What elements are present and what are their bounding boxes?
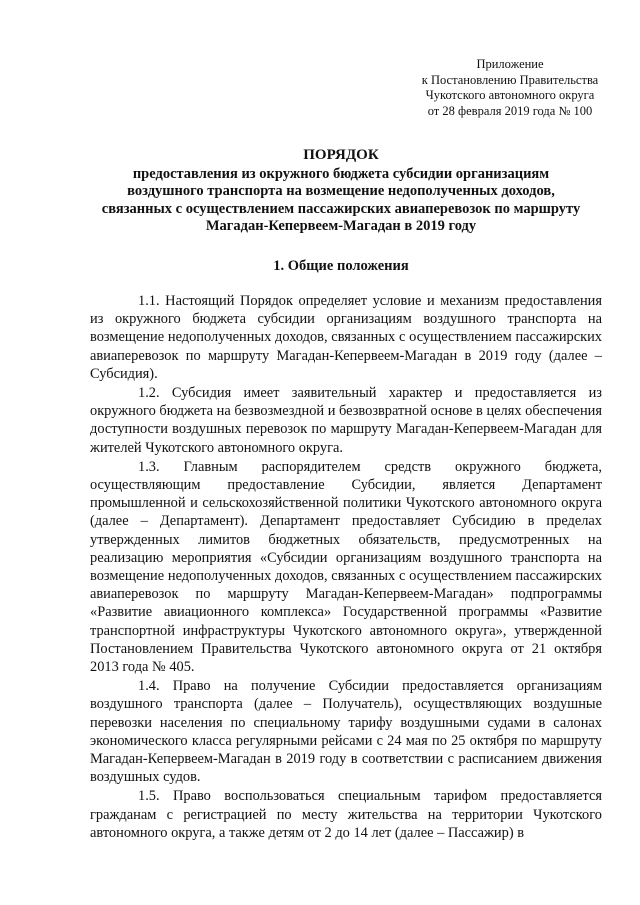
appendix-header: [410, 57, 610, 119]
appendix-line-2: к Постановлению Правительства: [421, 72, 599, 87]
title-line-2: воздушного транспорта на возмещение недополученных доходов,: [127, 183, 555, 199]
paragraph-1-4: 1.4. Право на получение Субсидии предоставляется организациям воздушного транспорта (далее – Получатель), осуществляющих воздушные перевозки населения по специальному тарифу воздушными судами в салонах экономического класса регулярными рейсами с 24 мая по 25 октября по маршруту Магадан-Кепервеем-Магадан в 2019 году в соответствии с расписанием движения воздушных судов.: [90, 678, 602, 786]
appendix-line-4: от 28 февраля 2019 года № 100: [427, 103, 593, 118]
section-heading: 1. Общие положения: [273, 258, 409, 274]
title-line-1: предоставления из окружного бюджета субсидии организациям: [132, 165, 550, 182]
appendix-line-3: Чукотского автономного округа: [425, 88, 595, 102]
paragraph-1-5: 1.5. Право воспользоваться специальным тарифом предоставляется гражданам с регистрацией по месту жительства на территории Чукотского автономного округа, а также детям от 2 до 14 лет (далее – Пассажир) в: [90, 788, 602, 841]
paragraph-1-1: 1.1. Настоящий Порядок определяет условие и механизм предоставления из окружного бюджета субсидии организациям воздушного транспорта на возмещение недополученных доходов, связанных с осуществлением пассажирских авиаперевозок по маршруту Магадан-Кепервеем-Магадан в 2019 году (далее – Субсидия).: [90, 293, 602, 382]
appendix-line-1: Приложение: [476, 57, 544, 71]
title-line-3: связанных с осуществлением пассажирских авиаперевозок по маршруту: [101, 200, 581, 217]
title-word: ПОРЯДОК: [303, 147, 379, 163]
paragraph-1-2: 1.2. Субсидия имеет заявительный характер и предоставляется из окружного бюджета на безвозмездной и безвозвратной основе в целях обеспечения доступности воздушных перевозок по маршруту Магадан-Кепервеем-Магадан для жителей Чукотского автономного округа.: [90, 385, 602, 456]
paragraph-1-3: 1.3. Главным распорядителем средств окружного бюджета, осуществляющим предоставление Субсидии, является Департамент промышленной и сельскохозяйственной политики Чукотского автономного округа (далее – Департамент). Департамент предоставляет Субсидию в пределах утвержденных лимитов бюджетных обязательств, предусмотренных на реализацию мероприятия «Субсидии организациям воздушного транспорта на возмещение недополученных доходов, связанных с осуществлением пассажирских авиаперевозок по маршруту Магадан-Кепервеем-Магадан» подпрограммы «Развитие авиационного комплекса» Государственной программы «Развитие транспортной инфраструктуры Чукотского автономного округа», утвержденной Постановлением Правительства Чукотского автономного округа от 21 октября 2013 года № 405.: [90, 458, 602, 676]
title-line-4: Магадан-Кепервеем-Магадан в 2019 году: [205, 218, 477, 234]
document-title: [70, 147, 612, 236]
document-body: [90, 292, 602, 843]
